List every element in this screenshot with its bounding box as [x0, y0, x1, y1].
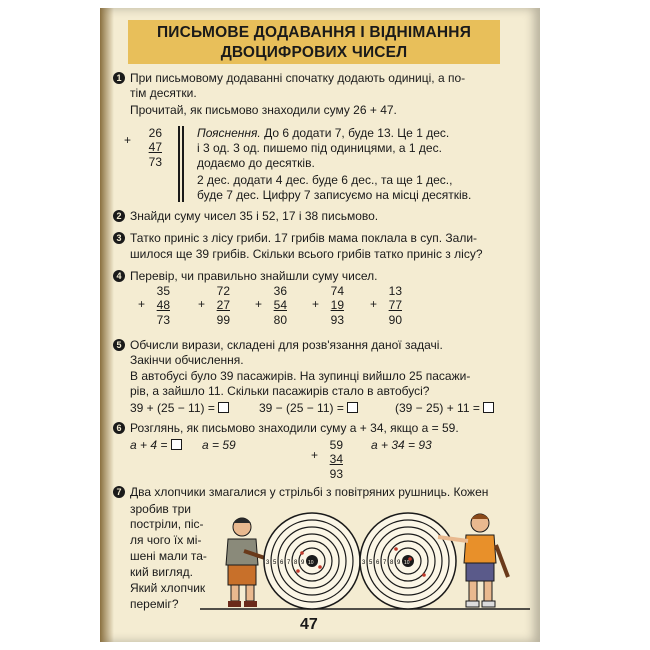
task4-column-5: 13 77 90 [388, 284, 402, 327]
plus-sign: + [311, 448, 319, 462]
target-left [264, 513, 360, 609]
task5-expression-3: (39 − 25) + 11 = [395, 401, 494, 415]
target-right-label: 6 [376, 560, 380, 566]
target-right-label: 10 [404, 560, 410, 566]
target-right-label: 3 [362, 560, 366, 566]
target-left-label: 7 [287, 560, 291, 566]
task1-line-1: При письмовому додаванні спочатку додають одиниці, а по- [130, 71, 466, 85]
plus-sign: + [255, 297, 263, 311]
plus-sign: + [124, 133, 132, 147]
task6-left-2: a = 59 [202, 438, 236, 452]
task6-left-1: a + 4 = [130, 438, 182, 452]
task4-column-2: 72 27 99 [216, 284, 230, 327]
target-right-label: 7 [383, 560, 387, 566]
plus-sign: + [198, 297, 206, 311]
shooting-illustration [200, 505, 530, 615]
task1-line-2: тім десятки. [130, 86, 197, 100]
task7-line-1: Два хлопчики змагалися у стрільбі з повітряних рушниць. Кожен [130, 485, 489, 499]
answer-box [483, 402, 494, 413]
plus-sign: + [138, 297, 146, 311]
task4-text: Перевір, чи правильно знайшли суму чисел. [130, 269, 378, 283]
target-right-label: 5 [369, 560, 373, 566]
divider-bar [178, 126, 180, 202]
page-number: 47 [300, 616, 318, 633]
task4-column-4: 74 19 93 [330, 284, 344, 327]
task-number-6: 6 [113, 422, 125, 434]
target-right-label: 8 [390, 560, 394, 566]
task1-explanation-1: Пояснення. До 6 додати 7, буде 13. Це 1 дес. [197, 126, 450, 140]
divider-bar [182, 126, 184, 202]
task6-text: Розглянь, як письмово знаходили суму a + 34, якщо a = 59. [130, 421, 459, 435]
target-left-label: 9 [301, 560, 305, 566]
plus-sign: + [312, 297, 320, 311]
target-right [360, 513, 456, 609]
task7-line-8: переміг? [130, 597, 179, 611]
task5-line-3: В автобусі було 39 пасажирів. На зупинці вийшло 25 пасажи- [130, 369, 471, 383]
task1-explanation-3: додаємо до десятків. [197, 156, 315, 170]
target-left-label: 3 [266, 560, 270, 566]
answer-box [171, 439, 182, 450]
task1-column-sum: 26 47 73 [148, 126, 162, 169]
task-number-1: 1 [113, 72, 125, 84]
task5-line-2: Закінчи обчислення. [130, 353, 244, 367]
task5-line-1: Обчисли вирази, складені для розв'язання даної задачі. [130, 338, 443, 352]
target-left-label: 6 [280, 560, 284, 566]
task6-right: a + 34 = 93 [371, 438, 432, 452]
task5-line-4: рів, а зайшло 11. Скільки пасажирів стало в автобусі? [130, 384, 430, 398]
task7-line-4: ля чого їх мі- [130, 533, 202, 547]
task-number-2: 2 [113, 210, 125, 222]
task7-line-6: кий вигляд. [130, 565, 194, 579]
answer-box [347, 402, 358, 413]
page-title: ПИСЬМОВЕ ДОДАВАННЯ І ВІДНІМАННЯ ДВОЦИФРОВИХ ЧИСЕЛ [128, 20, 500, 64]
task-number-3: 3 [113, 232, 125, 244]
target-left-label: 8 [294, 560, 298, 566]
plus-sign: + [370, 297, 378, 311]
task4-column-1: 35 48 73 [156, 284, 170, 327]
task6-column-sum: 59 34 93 [329, 438, 343, 481]
task7-line-3: постріли, піс- [130, 517, 204, 531]
task-number-4: 4 [113, 270, 125, 282]
task7-line-5: шені мали та- [130, 549, 207, 563]
target-right-label: 9 [397, 560, 401, 566]
task4-column-3: 36 54 80 [273, 284, 287, 327]
task1-explanation-5: буде 7 дес. Цифру 7 записуємо на місці десятків. [197, 188, 472, 202]
task2-text: Знайди суму чисел 35 і 52, 17 і 38 письмово. [130, 209, 379, 223]
task-number-7: 7 [113, 486, 125, 498]
task5-expression-2: 39 − (25 − 11) = [259, 401, 358, 415]
target-left-label: 10 [308, 560, 314, 566]
task1-explanation-2: і 3 од. 3 од. пишемо під одиницями, а 1 дес. [197, 141, 442, 155]
task1-line-3: Прочитай, як письмово знаходили суму 26 + 47. [130, 103, 397, 117]
answer-box [218, 402, 229, 413]
task7-line-2: зробив три [130, 502, 192, 516]
target-left-label: 5 [273, 560, 277, 566]
page-spine-shadow [100, 8, 114, 642]
task3-line-1: Татко приніс з лісу гриби. 17 грибів мама поклала в суп. Зали- [130, 231, 478, 245]
task5-expression-1: 39 + (25 − 11) = [130, 401, 229, 415]
task1-explanation-4: 2 дес. додати 4 дес. буде 6 дес., та ще 1 дес., [197, 173, 453, 187]
task3-line-2: шилося ще 39 грибів. Скільки всього грибів татко приніс з лісу? [130, 247, 483, 261]
task-number-5: 5 [113, 339, 125, 351]
task7-line-7: Який хлопчик [130, 581, 206, 595]
